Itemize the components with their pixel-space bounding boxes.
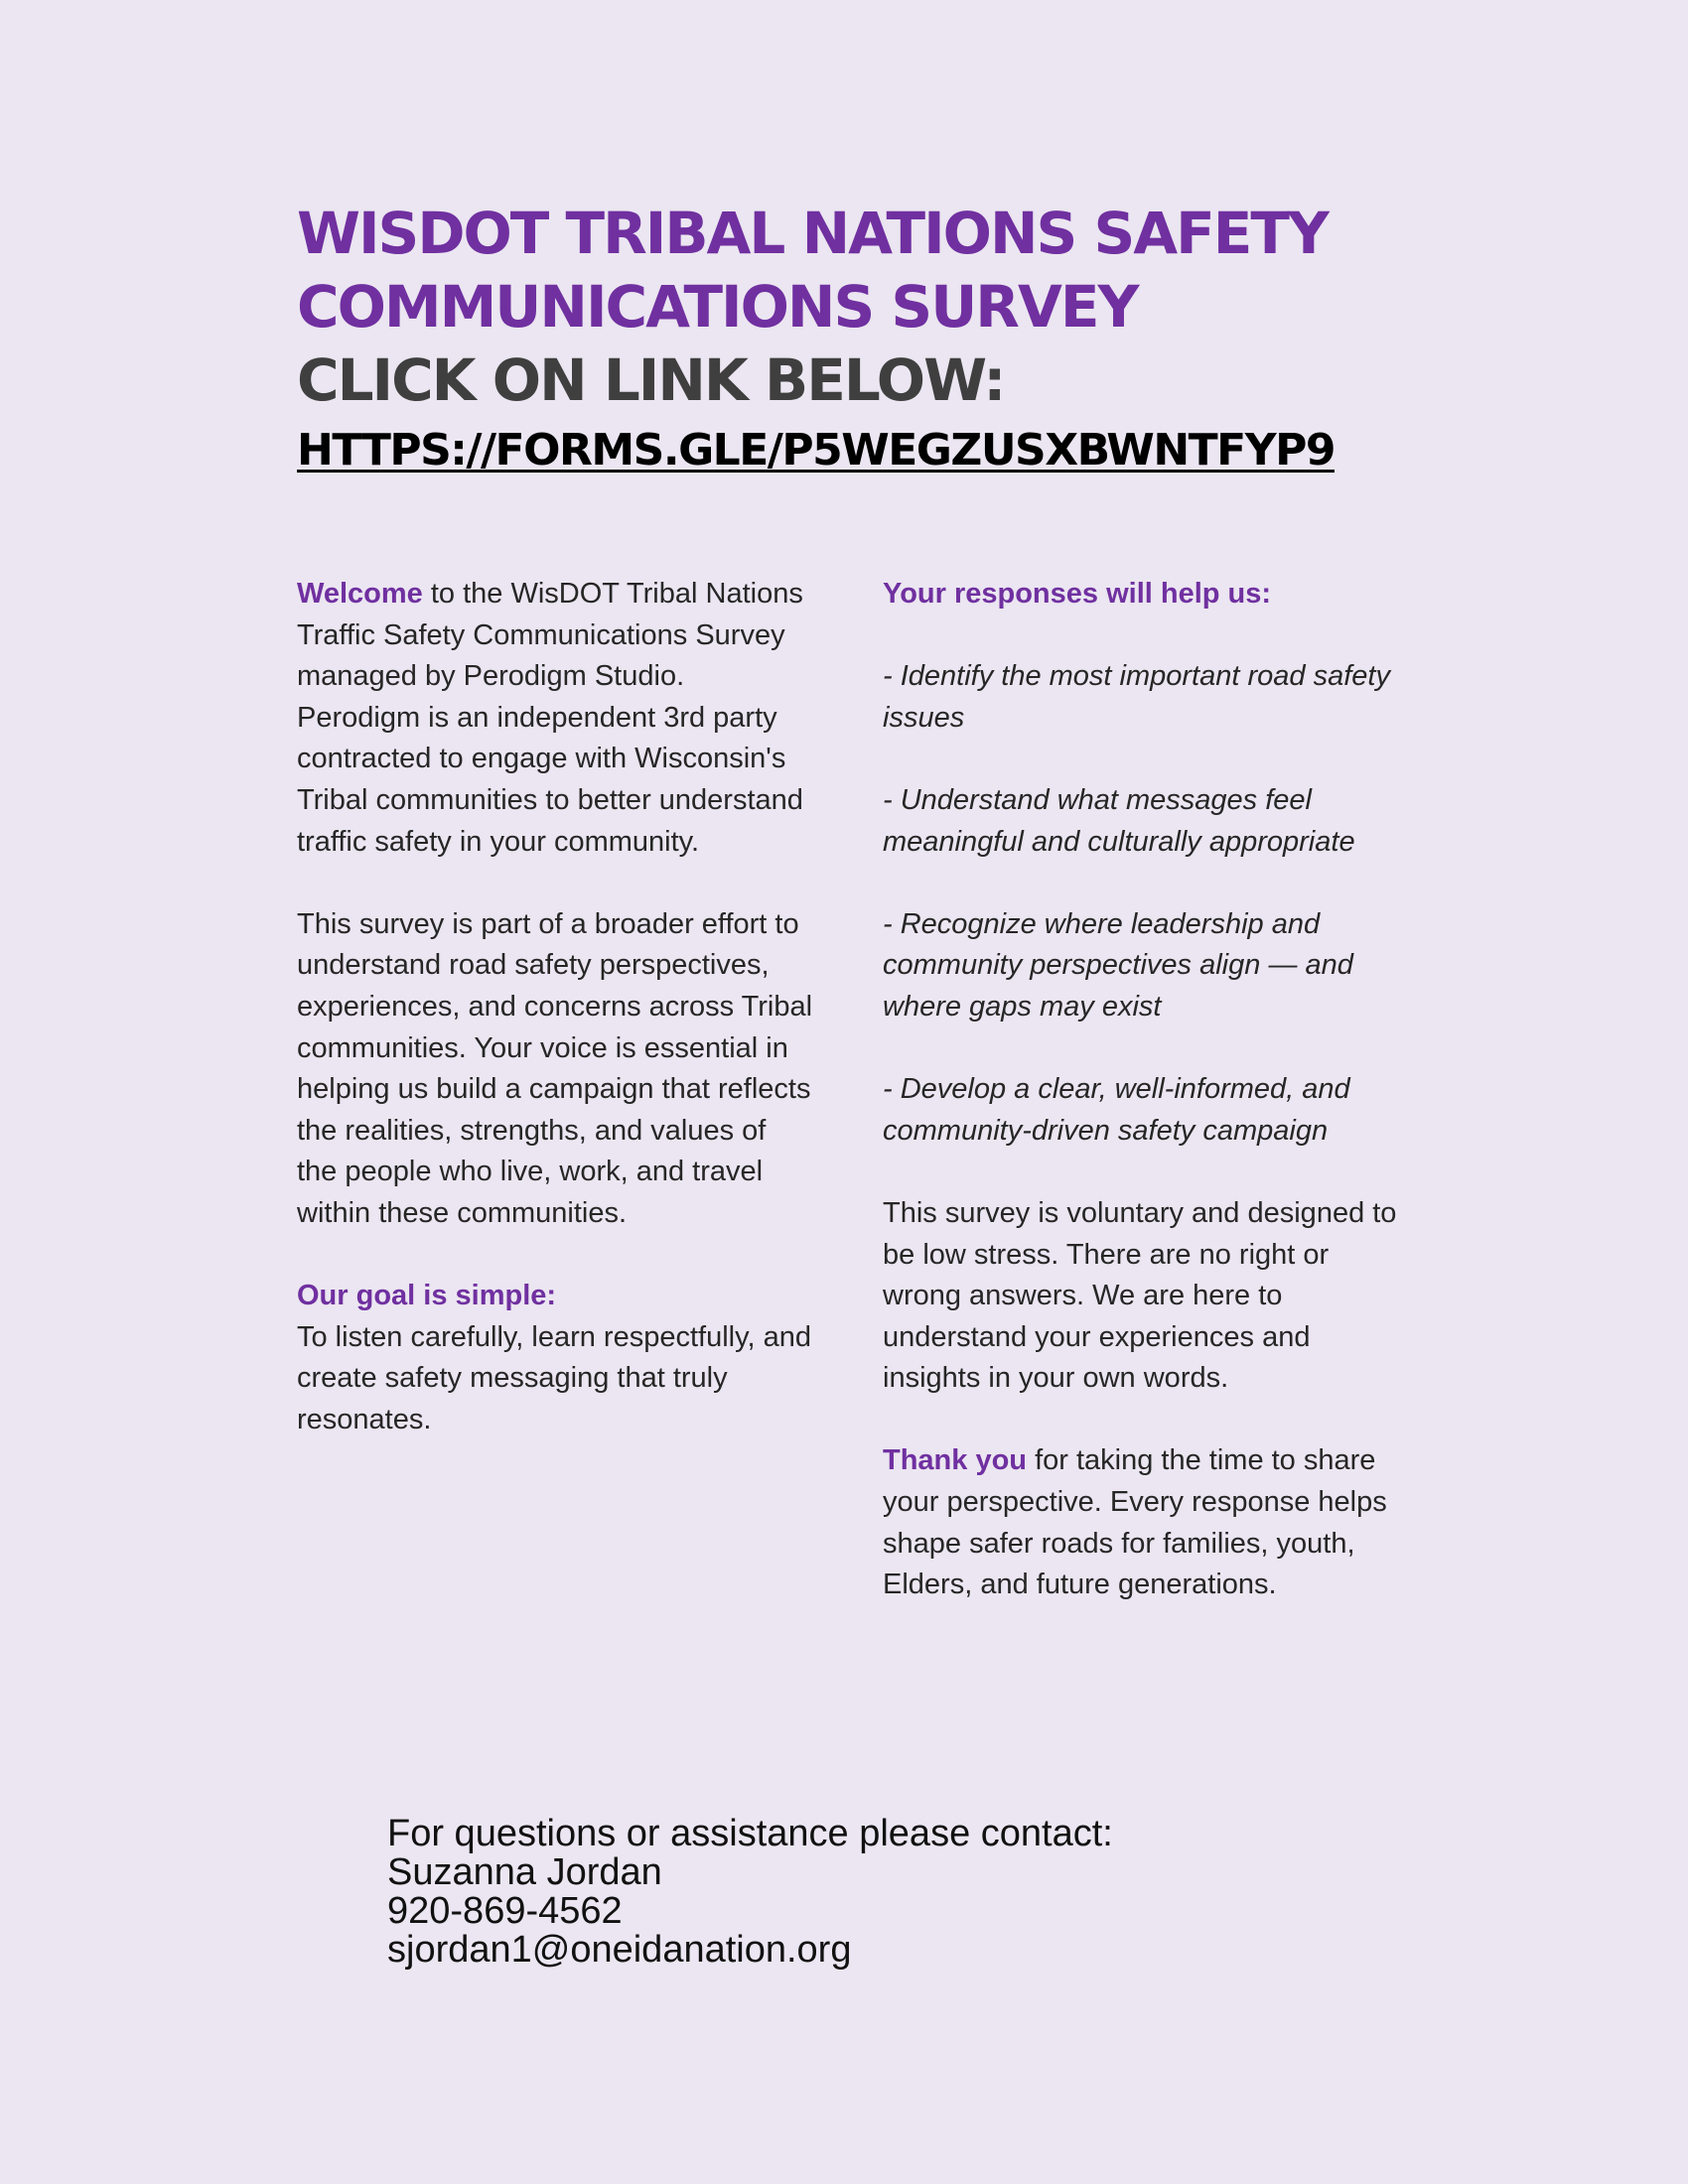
welcome-lead: Welcome [297, 578, 423, 610]
contact-phone: 920-869-4562 [387, 1890, 623, 1932]
help-bullet: - Develop a clear, well-informed, and community-driven safety campaign [883, 1073, 1350, 1147]
help-bullet: - Understand what messages feel meaningful and culturally appropriate [883, 783, 1355, 858]
thanks-lead: Thank you [883, 1444, 1028, 1477]
contact-intro: For questions or assistance please contact: [387, 1813, 1113, 1854]
help-heading: Your responses will help us: [883, 578, 1272, 610]
left-column [297, 574, 813, 1482]
goal-text: To listen carefully, learn respectfully, and create safety messaging that truly resonates. [297, 1320, 811, 1435]
goal-paragraph [297, 1276, 813, 1440]
contact-name: Suzanna Jordan [387, 1851, 662, 1893]
goal-heading: Our goal is simple: [297, 1280, 557, 1312]
thanks-paragraph [883, 1440, 1399, 1605]
contact-block [387, 1815, 1113, 1970]
thanks-text: for taking the time to share your perspective. Every response helps shape safer roads for families, youth, Elders, and future generations. [883, 1444, 1387, 1601]
page-title-line-1: WISDOT TRIBAL NATIONS SAFETY [297, 200, 1328, 267]
help-bullet: - Recognize where leadership and community perspectives align — and where gaps may exist [883, 907, 1353, 1023]
survey-link[interactable]: HTTPS://FORMS.GLE/P5WEGZUSXBWNTFYP9 [297, 425, 1335, 476]
page-title-line-2: COMMUNICATIONS SURVEY [297, 273, 1138, 341]
welcome-paragraph [297, 574, 813, 863]
welcome-text: to the WisDOT Tribal Nations Traffic Safety Communications Survey managed by Perodigm Studio. Perodigm is an independent 3rd party contracted to engage with Wisconsin's Tribal communities to better understand traffic safety in your community. [297, 578, 803, 858]
right-column [883, 574, 1399, 1647]
call-to-action: CLICK ON LINK BELOW: [297, 346, 1005, 414]
effort-paragraph: This survey is part of a broader effort to understand road safety perspectives, experiences, and concerns across Tribal communities. Your voice is essential in helping us build a campaign that reflects the realities, strengths, and values of the people who live, work, and travel within these communities. [297, 907, 813, 1229]
voluntary-paragraph: This survey is voluntary and designed to be low stress. There are no right or wrong answers. We are here to understand your experiences and insights in your own words. [883, 1196, 1397, 1395]
help-bullet: - Identify the most important road safety issues [883, 660, 1390, 734]
header [297, 197, 1488, 480]
contact-email: sjordan1@oneidanation.org [387, 1929, 852, 1971]
